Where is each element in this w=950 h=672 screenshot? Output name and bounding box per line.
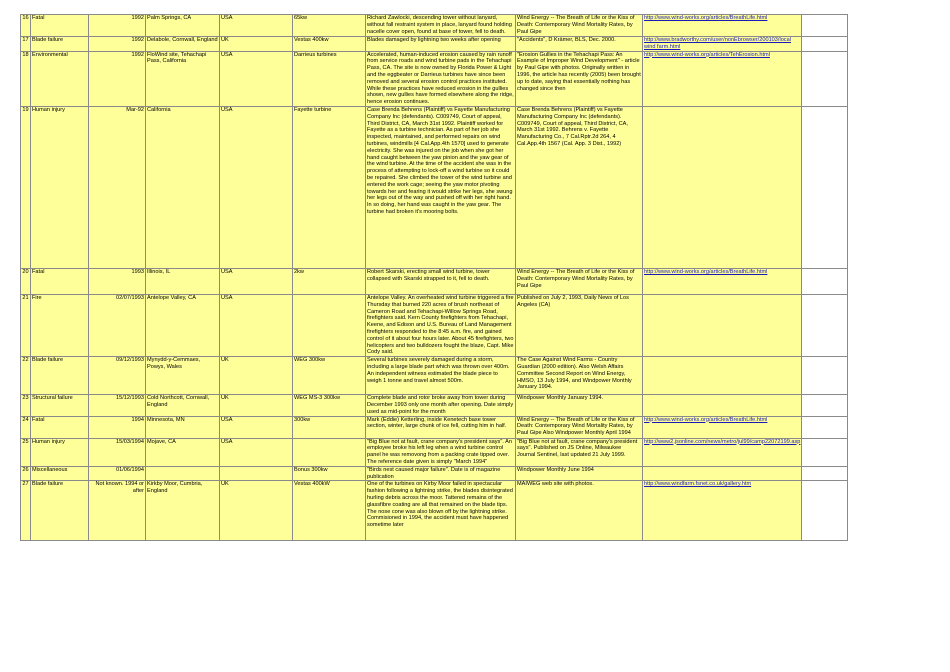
link-cell[interactable]: http://www.wind-works.org/articles/BreathLife.html [643, 15, 802, 37]
cause-cell: Fatal [31, 416, 89, 438]
country-cell: UK [220, 37, 293, 52]
link-cell[interactable] [643, 395, 802, 416]
table-row [21, 51, 848, 106]
date-cell: 15/12/1993 [89, 395, 146, 416]
cause-cell: Fire [31, 294, 89, 356]
source-cell: Case Brenda Behrens (Plaintiff) vs Fayette Manufacturing Company Inc (defendants). C009749, Court of appeal, Third District, CA, March 31st 1992. Behrens v. Fayette Manufacturing Co., 7 Cal.Rptr.2d 264, 4 Cal.App.4th 1567 (Cal. App. 3 Dist., 1992) [516, 106, 643, 268]
table-row [21, 357, 848, 395]
link-cell[interactable]: http://www2.jsonline.com/news/metro/jul99/camp22072199.asp [643, 438, 802, 466]
row-number: 25 [21, 438, 31, 466]
date-cell: Mar-92 [89, 106, 146, 268]
source-cell: Published on July 2, 1993, Daily News of Los Angeles (CA) [516, 294, 643, 356]
row-number: 23 [21, 395, 31, 416]
turbine-cell: 65kw [293, 15, 366, 37]
turbine-cell: Vestas 400kW [293, 481, 366, 541]
date-cell: 01/06/1994 [89, 466, 146, 481]
country-cell: USA [220, 438, 293, 466]
date-cell: 1992 [89, 51, 146, 106]
detail-cell: Robert Skarski, erecting small wind turbine, tower collapsed with Skarski strapped to it, fell to death. [366, 268, 516, 294]
site-cell: California [146, 106, 220, 268]
empty-cell [802, 481, 848, 541]
table-row [21, 15, 848, 37]
table-row [21, 466, 848, 481]
site-cell: FloWind site, Tehachapi Pass, California [146, 51, 220, 106]
cause-cell: Human injury [31, 438, 89, 466]
date-cell: 1994 [89, 416, 146, 438]
table-row [21, 106, 848, 268]
turbine-cell: WEG MS-3 300kw [293, 395, 366, 416]
link-cell[interactable] [643, 357, 802, 395]
table-row [21, 268, 848, 294]
detail-cell: Case Brenda Behrens (Plaintiff) vs Fayette Manufacturing Company Inc (defendants). C009749, Court of appeal, Third District, CA, March 31st 1992. Plaintiff worked for Fayette as a turbine technician. As part of her job she inspected, maintained, and performed repairs on wind turbines, windmills [4 Cal.App.4th 1570] used to generate electricity. She was injured on the job when she got her hand caught between the yaw pinion and the yaw gear of the wind turbine. At the time of the accident she was in the process of attempting to lock-off a wind turbine so it could be repaired. She climbed the tower of the wind turbine and entered the work cage; seeing the yaw motor pivoting towards her and fearing it would strike her legs, she swung her legs out of the way and pushed off with her right hand. In so doing, her hand was caught in the yaw gear. The turbine had broken it's mooring bolts. [366, 106, 516, 268]
row-number: 26 [21, 466, 31, 481]
country-cell [220, 466, 293, 481]
empty-cell [802, 466, 848, 481]
empty-cell [802, 294, 848, 356]
row-number: 20 [21, 268, 31, 294]
country-cell: USA [220, 15, 293, 37]
detail-cell: Mark (Eddie) Ketterling, inside Kenetech base tower section, winter, large chunk of ice fell, cutting him in half. [366, 416, 516, 438]
site-cell: Kirkby Moor, Cumbria, England [146, 481, 220, 541]
empty-cell [802, 15, 848, 37]
turbine-cell [293, 438, 366, 466]
table-row [21, 294, 848, 356]
source-cell: Wind Energy -- The Breath of Life or the Kiss of Death: Contemporary Wind Mortality Rates, by Paul Gipe [516, 268, 643, 294]
source-cell: Wind Energy -- The Breath of Life or the Kiss of Death: Contemporary Wind Mortality Rates, by Paul Gipe Also Windpower Monthly April 1994 [516, 416, 643, 438]
detail-cell: Accelerated, human-induced erosion caused by rain runoff from service roads and wind turbine pads in the Tehachapi Pass, CA. The site is now owned by Florida Power & Light and the eggbeater or Darrieus turbines have since been removed and several erosion control practices instituted. While these practices have reduced erosion in the gullies shown, new gullies have formed elsewhere along the ridge, hence erosion continues. [367, 51, 514, 106]
turbine-cell: Bonus 300kw [293, 466, 366, 481]
cause-cell: Fatal [31, 268, 89, 294]
detail-cell: Several turbines severely damaged during a storm, including a large blade part which was thrown over 400m. An independent witness estimated the blade piece to weigh 1 tonne and travel almost 500m. [366, 357, 516, 395]
link-cell[interactable] [643, 294, 802, 356]
table-row [21, 438, 848, 466]
date-cell: 1992 [89, 37, 146, 52]
country-cell: UK [220, 395, 293, 416]
cause-cell: Miscellaneous [31, 466, 89, 481]
detail-cell: "Big Blue not at fault, crane company's president says". An employee broke his left leg when a wind turbine control panel he was removong from a packing crate tipped over. The reference date given is simply "March 1994" [366, 438, 516, 466]
turbine-cell: WEG 300kw [293, 357, 366, 395]
detail-cell: Antelope Valley. An overheated wind turbine triggered a fire Thursday that burned 220 acres of brush northeast of Cameron Road and Tehachapi-Willow Springs Road, firefighters said. Kern County firefighters from Tehachapi, Keene, and Edison and U.S. Bureau of Land Management firefighters responded to the 8:45 a.m. fire, and gained control of it about four hours later. About 45 firefighters, two helicopters and two bulldozers fought the blaze, Capt. Mike Cody said. [367, 294, 514, 356]
site-cell: Illinois, IL [146, 268, 220, 294]
country-cell: USA [220, 106, 293, 268]
site-cell: Cold Northcott, Cornwall, England [146, 395, 220, 416]
detail-cell: Blades damaged by lightning two weeks after opening [366, 37, 516, 52]
link-cell[interactable]: http://www.windfarm.fsnet.co.uk/gallery.htm [643, 481, 802, 541]
detail-cell: Complete blade and rotor broke away from tower during December 1993 only one month after opening. Date simply used as mid-point for the month [366, 395, 516, 416]
incident-spreadsheet [20, 14, 848, 541]
row-number: 16 [21, 15, 31, 37]
detail-cell: Richard Zawlocki, descending tower without lanyard, without fall restraint system in place, lanyard found holding nacelle cover open, found at base of tower, fell to death. [366, 15, 516, 37]
site-cell: Minnesota, MN [146, 416, 220, 438]
link-cell[interactable] [643, 106, 802, 268]
source-cell: "Accidents", D Krämer, BLS, Dec. 2000. [516, 37, 643, 52]
turbine-cell: Darrieus turbines [293, 51, 366, 106]
empty-cell [802, 106, 848, 268]
empty-cell [802, 395, 848, 416]
source-cell: Windpower Monthly June 1994 [516, 466, 643, 481]
cause-cell: Structural failure [31, 395, 89, 416]
date-cell: Not known. 1994 or after [89, 481, 146, 541]
table-row [21, 395, 848, 416]
source-cell: "Big Blue not at fault, crane company's president says". Published on JS Online, Milwaukee Journal Sentinel, last updated 21 July 1999. [516, 438, 643, 466]
cause-cell: Environmental [31, 51, 89, 106]
turbine-cell: 300kw [293, 416, 366, 438]
cause-cell: Blade failure [31, 37, 89, 52]
link-cell[interactable] [643, 466, 802, 481]
detail-cell: "Birds nest caused major failure". Date is of magazine publication [366, 466, 516, 481]
country-cell: USA [220, 268, 293, 294]
site-cell [146, 466, 220, 481]
row-number: 27 [21, 481, 31, 541]
source-cell: "Erosion Gullies in the Tehachapi Pass: An Example of Improper Wind Development" - article by Paul Gipe with photos. Originally written in 1996, the article has recently (2005) been brought up to date, saying that essentially nothing has changed since then [516, 51, 643, 106]
source-cell: MAIWEG web site with photos. [516, 481, 643, 541]
empty-cell [802, 357, 848, 395]
cause-cell: Blade failure [31, 481, 89, 541]
row-number: 17 [21, 37, 31, 52]
row-number: 24 [21, 416, 31, 438]
row-number: 22 [21, 357, 31, 395]
turbine-cell: Vestas 400kw [293, 37, 366, 52]
source-cell: Windpower Monthly January 1994. [516, 395, 643, 416]
country-cell: USA [220, 416, 293, 438]
date-cell: 09/12/1993 [89, 357, 146, 395]
link-cell[interactable]: http://www.wind-works.org/articles/TehErosion.html [643, 51, 802, 106]
turbine-cell: 2kw [293, 268, 366, 294]
country-cell: USA [220, 294, 293, 356]
country-cell: UK [220, 481, 293, 541]
date-cell: 1992 [89, 15, 146, 37]
empty-cell [802, 51, 848, 106]
table-row [21, 481, 848, 541]
turbine-cell [293, 294, 366, 356]
link-cell[interactable]: http://www.wind-works.org/articles/BreathLife.html [643, 268, 802, 294]
row-number: 21 [21, 294, 31, 356]
country-cell: UK [220, 357, 293, 395]
row-number: 19 [21, 106, 31, 268]
date-cell: 15/03/1994 [89, 438, 146, 466]
site-cell: Mynydd-y-Cemmaes, Powys, Wales [146, 357, 220, 395]
site-cell: Delabole, Cornwall, England [146, 37, 220, 52]
cause-cell: Human injury [31, 106, 89, 268]
site-cell: Antelope Valley, CA [146, 294, 220, 356]
empty-cell [802, 416, 848, 438]
table-row [21, 37, 848, 52]
site-cell: Palm Springs, CA [146, 15, 220, 37]
detail-cell: One of the turbines on Kirby Moor failed in spectacular fashion following a lightning strike, the blades disintegrated hurling debris across the moor. Tattered remains of the glassfibre coating are all that remained on the blade tips. The nose cone was also blown off by the lightning strike. Commisioned in 1994, the accident must have happened sometime later [366, 481, 516, 541]
link-cell[interactable]: http://www.wind-works.org/articles/BreathLife.html [643, 416, 802, 438]
empty-cell [802, 37, 848, 52]
table-row [21, 416, 848, 438]
date-cell: 02/07/1993 [89, 294, 146, 356]
date-cell: 1993 [89, 268, 146, 294]
turbine-cell: Fayette turbine [293, 106, 366, 268]
link-cell[interactable]: http://www.bradworthy.com/user/nonEbrowser/200103/local wind farm.html [643, 37, 802, 52]
country-cell: USA [220, 51, 293, 106]
source-cell: The Case Against Wind Farms - Country Guardian (2000 edition). Also Welsh Affairs Committee Second Report on Wind Energy, HMSO, 13 July 1994, and Windpower Monthly January 1994. [516, 357, 643, 395]
empty-cell [802, 438, 848, 466]
empty-cell [802, 268, 848, 294]
site-cell: Mojave, CA [146, 438, 220, 466]
row-number: 18 [21, 51, 31, 106]
source-cell: Wind Energy -- The Breath of Life or the Kiss of Death: Contemporary Wind Mortality Rates, by Paul Gipe [516, 15, 643, 37]
cause-cell: Fatal [31, 15, 89, 37]
cause-cell: Blade failure [31, 357, 89, 395]
